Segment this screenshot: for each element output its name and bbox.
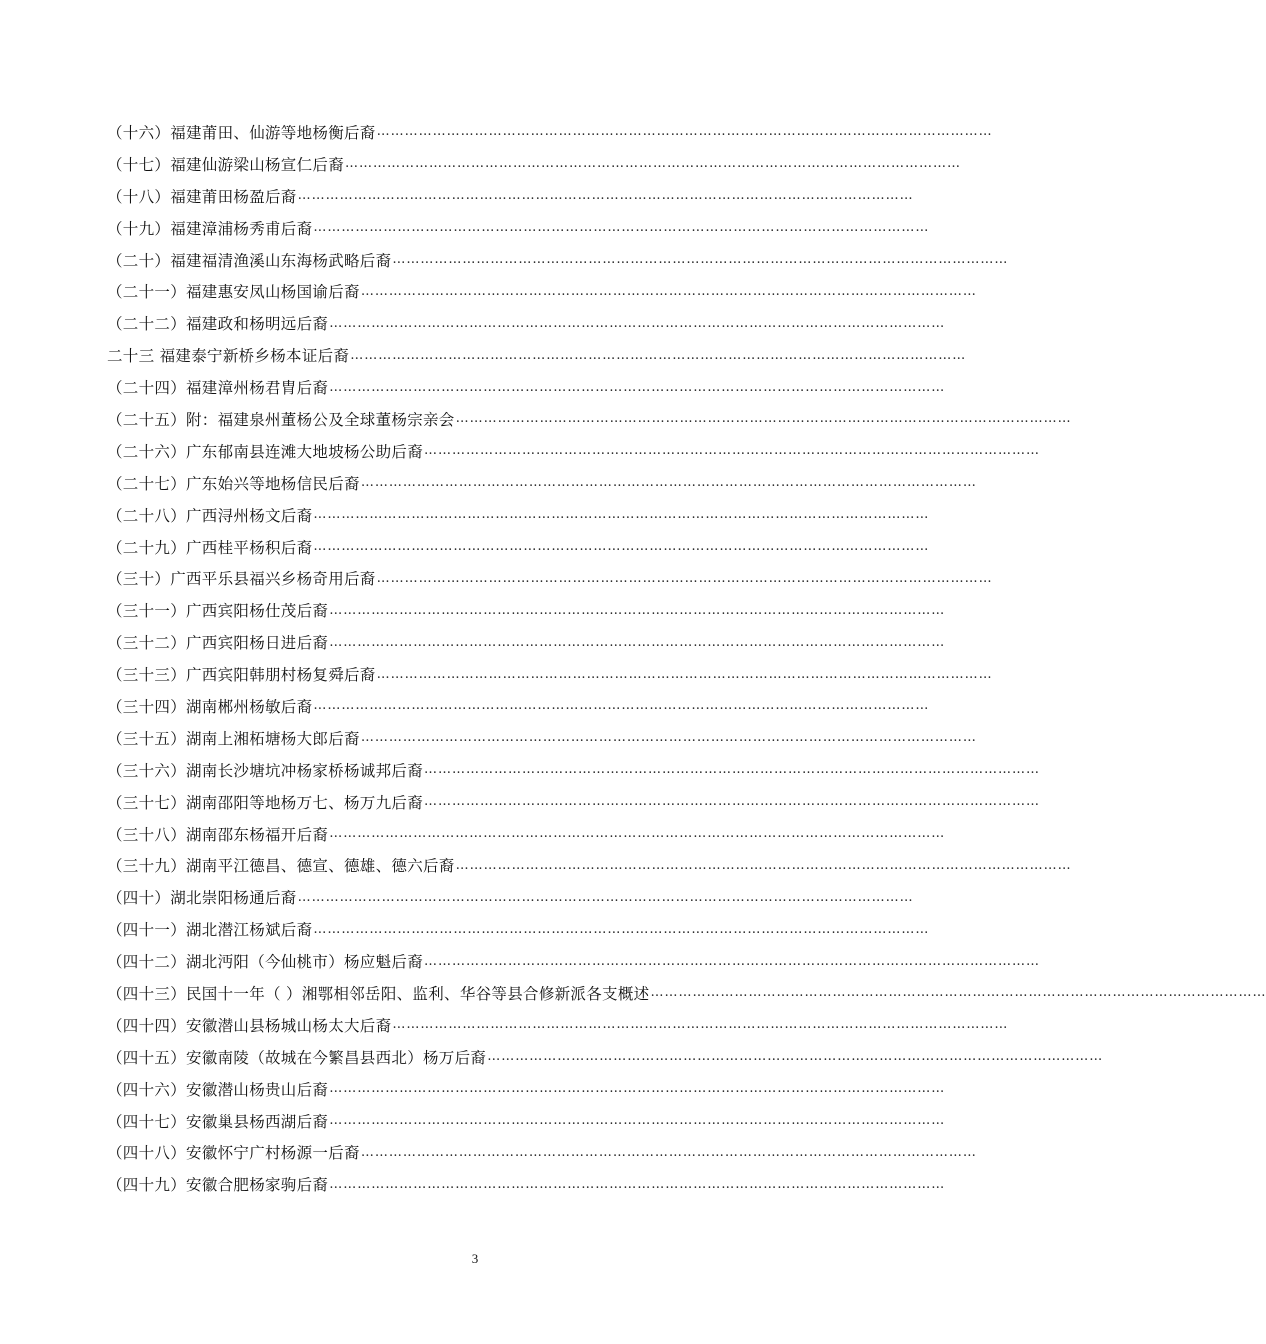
toc-entry: [107, 403, 1072, 435]
dot-leader: ……………………………………………………………………………………………………………………: [360, 475, 977, 491]
dot-leader: ……………………………………………………………………………………………………………………: [455, 857, 1072, 873]
toc-entry: [107, 531, 930, 563]
dot-leader: ……………………………………………………………………………………………………………………: [313, 539, 930, 555]
toc-entry-label: （四十五）安徽南陵（故城在今繁昌县西北）杨万后裔: [107, 1048, 487, 1067]
toc-entry-label: （二十一）福建惠安凤山杨国谕后裔: [107, 283, 360, 302]
toc-entry-label: （十六）福建莆田、仙游等地杨衡后裔: [107, 123, 376, 142]
toc-entry-label: （四十一）湖北潜江杨斌后裔: [107, 921, 313, 940]
dot-leader: ……………………………………………………………………………………………………………………: [424, 953, 1041, 969]
toc-entry-label: （三十九）湖南平江德昌、德宣、德雄、德六后裔: [107, 857, 455, 876]
toc-entry: [107, 244, 1009, 276]
toc-entry: [107, 562, 993, 594]
toc-entry: [107, 116, 993, 148]
toc-entry-label: （四十）湖北崇阳杨通后裔: [107, 889, 297, 908]
toc-entry: [107, 690, 930, 722]
toc-entry-label: （十八）福建莆田杨盈后裔: [107, 187, 297, 206]
dot-leader: ……………………………………………………………………………………………………………………: [297, 889, 914, 905]
toc-entry: [107, 1105, 946, 1137]
toc-entry: [107, 499, 930, 531]
dot-leader: ……………………………………………………………………………………………………………………: [329, 379, 946, 395]
dot-leader: ……………………………………………………………………………………………………………………: [360, 283, 977, 299]
dot-leader: ……………………………………………………………………………………………………………………: [424, 443, 1041, 459]
toc-entry-label: （四十七）安徽巢县杨西湖后裔: [107, 1112, 329, 1131]
toc-entry: [107, 1009, 1009, 1041]
toc-entry: [107, 371, 946, 403]
toc-entry-label: （二十八）广西浔州杨文后裔: [107, 506, 313, 525]
toc-entry: [107, 881, 914, 913]
toc-entry: [107, 1041, 1104, 1073]
dot-leader: ……………………………………………………………………………………………………………………: [376, 570, 993, 586]
toc-entry-label: （三十七）湖南邵阳等地杨万七、杨万九后裔: [107, 793, 424, 812]
dot-leader: ……………………………………………………………………………………………………………………: [376, 666, 993, 682]
toc-entry-label: （三十二）广西宾阳杨日进后裔: [107, 634, 329, 653]
table-of-contents: [107, 116, 1266, 1200]
dot-leader: ……………………………………………………………………………………………………………………: [424, 794, 1041, 810]
dot-leader: ……………………………………………………………………………………………………………………: [329, 1176, 946, 1192]
toc-entry: [107, 945, 1041, 977]
toc-entry: [107, 594, 946, 626]
toc-entry: [107, 180, 914, 212]
dot-leader: ……………………………………………………………………………………………………………………: [487, 1049, 1104, 1065]
toc-entry-label: （三十三）广西宾阳韩朋村杨复舜后裔: [107, 666, 376, 685]
toc-entry: [107, 467, 977, 499]
toc-entry: [107, 913, 930, 945]
toc-entry-label: （三十五）湖南上湘柘塘杨大郎后裔: [107, 729, 360, 748]
toc-entry: [107, 626, 946, 658]
toc-entry-label: （三十四）湖南郴州杨敏后裔: [107, 697, 313, 716]
toc-entry: [107, 307, 946, 339]
toc-entry: [107, 1168, 946, 1200]
dot-leader: ……………………………………………………………………………………………………………………: [392, 252, 1009, 267]
toc-entry-label: 二十三 福建泰宁新桥乡杨本证后裔: [107, 347, 350, 366]
dot-leader: ……………………………………………………………………………………………………………………: [455, 411, 1072, 427]
toc-entry: [107, 977, 1266, 1009]
toc-entry-label: （十七）福建仙游梁山杨宣仁后裔: [107, 155, 345, 174]
toc-entry: [107, 275, 977, 307]
toc-entry-label: （二十四）福建漳州杨君胄后裔: [107, 379, 329, 398]
toc-entry: [107, 818, 946, 850]
dot-leader: ……………………………………………………………………………………………………………………: [329, 826, 946, 842]
dot-leader: ……………………………………………………………………………………………………………………: [360, 730, 977, 746]
dot-leader: ……………………………………………………………………………………………………………………: [329, 1113, 946, 1129]
dot-leader: ……………………………………………………………………………………………………………………: [297, 188, 914, 204]
toc-entry-label: （四十二）湖北沔阳（今仙桃市）杨应魁后裔: [107, 953, 424, 972]
toc-entry-label: （二十九）广西桂平杨积后裔: [107, 538, 313, 557]
dot-leader: ……………………………………………………………………………………………………………………: [376, 124, 993, 140]
toc-entry-label: （二十二）福建政和杨明远后裔: [107, 315, 329, 334]
toc-entry-label: （三十六）湖南长沙塘坑冲杨家桥杨诚邦后裔: [107, 761, 424, 780]
toc-entry-label: （二十六）广东郁南县连滩大地坡杨公助后裔: [107, 442, 424, 461]
dot-leader: ……………………………………………………………………………………………………………………: [313, 698, 930, 714]
dot-leader: ……………………………………………………………………………………………………………………: [329, 634, 946, 650]
dot-leader: ……………………………………………………………………………………………………………………: [329, 602, 946, 618]
page-number: 3: [471, 1251, 479, 1266]
toc-entry-label: （二十七）广东始兴等地杨信民后裔: [107, 474, 360, 493]
toc-entry: [107, 849, 1072, 881]
dot-leader: ……………………………………………………………………………………………………………………: [329, 1081, 946, 1097]
toc-entry-label: （四十三）民国十一年（ ）湘鄂相邻岳阳、监利、华谷等县合修新派各支概述: [107, 984, 650, 1003]
toc-entry: [107, 722, 977, 754]
toc-entry: [107, 1137, 977, 1169]
dot-leader: ……………………………………………………………………………………………………………………: [329, 315, 946, 331]
dot-leader: ……………………………………………………………………………………………………………………: [650, 985, 1266, 1001]
toc-entry-label: （三十一）广西宾阳杨仕茂后裔: [107, 602, 329, 621]
toc-entry-label: （三十）广西平乐县福兴乡杨奇用后裔: [107, 570, 376, 589]
toc-entry: [107, 148, 962, 180]
dot-leader: ……………………………………………………………………………………………………………………: [313, 507, 930, 523]
toc-entry: [107, 1073, 946, 1105]
toc-entry-label: （二十五）附：福建泉州董杨公及全球董杨宗亲会: [107, 410, 455, 429]
toc-entry: [107, 339, 967, 371]
toc-entry-label: （十九）福建漳浦杨秀甫后裔: [107, 219, 313, 238]
toc-entry-label: （四十六）安徽潜山杨贵山后裔: [107, 1080, 329, 1099]
dot-leader: ……………………………………………………………………………………………………………………: [345, 156, 962, 172]
toc-entry: [107, 786, 1041, 818]
dot-leader: ……………………………………………………………………………………………………………………: [313, 921, 930, 937]
toc-entry: [107, 212, 930, 244]
toc-entry: [107, 754, 1041, 786]
toc-entry-label: （二十）福建福清渔溪山东海杨武略后裔: [107, 251, 392, 270]
dot-leader: ……………………………………………………………………………………………………………………: [313, 220, 930, 236]
toc-entry: [107, 435, 1041, 467]
toc-entry-label: （三十八）湖南邵东杨福开后裔: [107, 825, 329, 844]
dot-leader: ……………………………………………………………………………………………………………………: [360, 1144, 977, 1160]
dot-leader: ……………………………………………………………………………………………………………………: [392, 1017, 1009, 1033]
toc-entry-label: （四十九）安徽合肥杨家驹后裔: [107, 1176, 329, 1195]
dot-leader: ……………………………………………………………………………………………………………………: [424, 762, 1041, 778]
dot-leader: ……………………………………………………………………………………………………………………: [350, 347, 967, 363]
toc-entry-label: （四十四）安徽潜山县杨城山杨太大后裔: [107, 1016, 392, 1035]
toc-entry-label: （四十八）安徽怀宁广村杨源一后裔: [107, 1144, 360, 1163]
toc-entry: [107, 658, 993, 690]
